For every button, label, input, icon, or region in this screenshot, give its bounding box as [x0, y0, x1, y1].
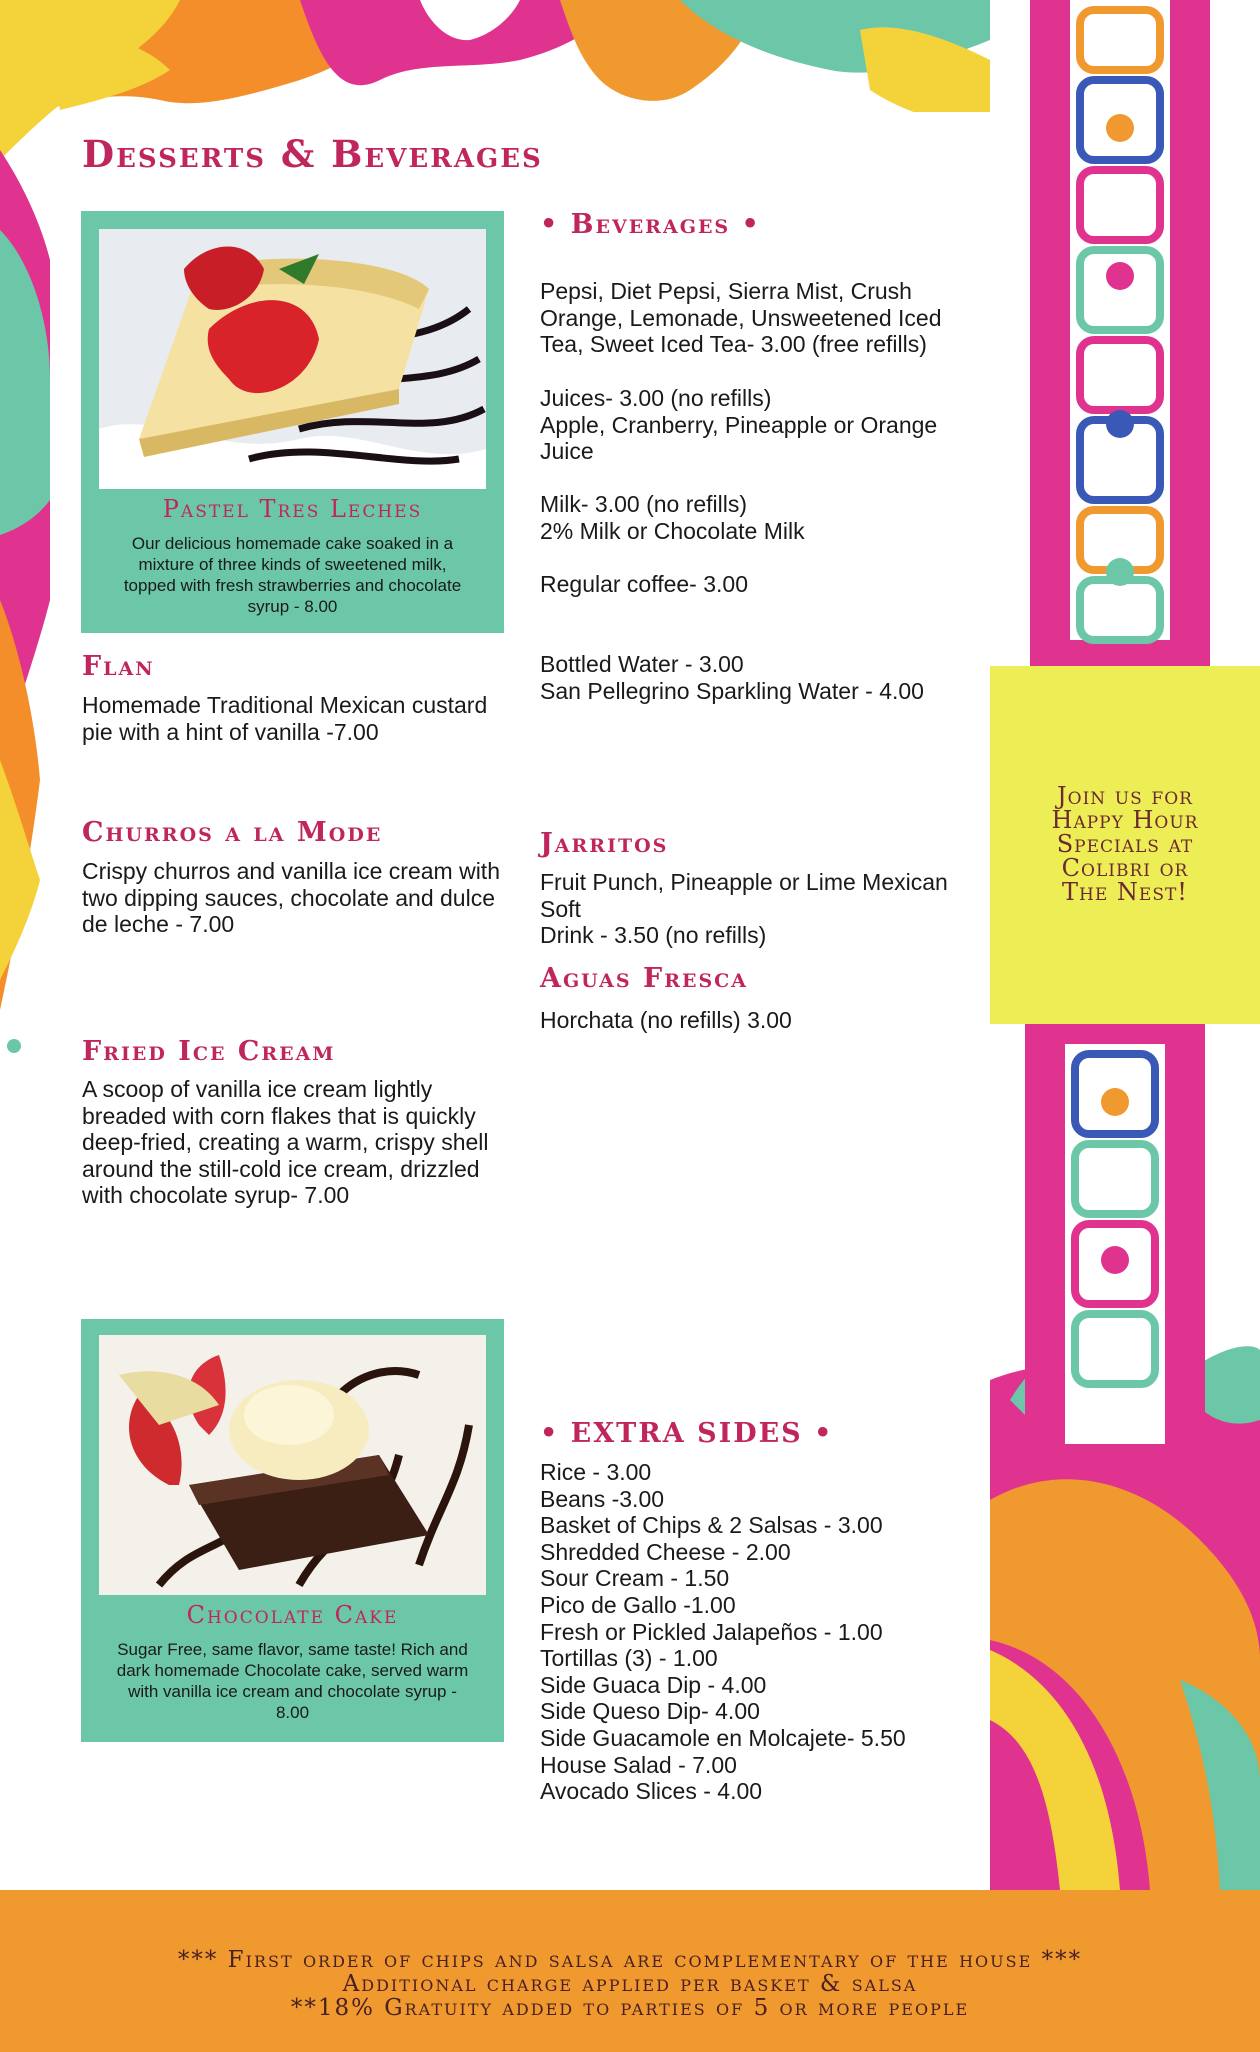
dessert-description: Sugar Free, same flavor, same taste! Rich and dark homemade Chocolate cake, served warm with vanilla ice cream and chocolate syrup - 8.00 — [116, 1640, 469, 1722]
dessert-card-chocolate-cake — [81, 1319, 504, 1742]
list-item: Side Guacamole en Molcajete- 5.50 — [540, 1724, 906, 1751]
happy-hour-text — [990, 784, 1260, 904]
list-item: Sour Cream - 1.50 — [540, 1565, 730, 1592]
happy-hour-line: Specials at — [1056, 830, 1194, 858]
list-item: Shredded Cheese - 2.00 — [540, 1538, 791, 1565]
aztec-pattern-bottom — [1025, 1024, 1205, 1444]
flan-description: Homemade Traditional Mexican custard pie with a hint of vanilla -7.00 — [82, 692, 488, 745]
aztec-pattern-top — [1030, 0, 1210, 666]
dessert-title: Chocolate Cake — [186, 1601, 399, 1629]
footer-line: **18% Gratuity added to parties of 5 or more people — [290, 1995, 970, 2021]
beverages-coffee: Regular coffee- 3.00 — [540, 571, 748, 597]
list-item: House Salad - 7.00 — [540, 1751, 737, 1778]
happy-hour-box — [990, 666, 1260, 1024]
list-item: Side Queso Dip- 4.00 — [540, 1698, 760, 1725]
aguas-fresca-title: Aguas Fresca — [540, 963, 749, 994]
happy-hour-line: The Nest! — [1062, 878, 1188, 906]
extra-sides-list — [540, 1459, 970, 1805]
happy-hour-line: Colibri or — [1061, 854, 1189, 882]
churros-title: Churros a la Mode — [82, 817, 383, 848]
beverages-juices: Juices- 3.00 (no refills) Apple, Cranberry, Pineapple or Orange Juice — [540, 385, 938, 464]
list-item: Avocado Slices - 4.00 — [540, 1778, 763, 1805]
list-item: Fresh or Pickled Jalapeños - 1.00 — [540, 1618, 883, 1645]
list-item: Tortillas (3) - 1.00 — [540, 1645, 718, 1672]
list-item: Side Guaca Dip - 4.00 — [540, 1671, 767, 1698]
aguas-fresca-description: Horchata (no refills) 3.00 — [540, 1007, 792, 1033]
list-item: Basket of Chips & 2 Salsas - 3.00 — [540, 1512, 883, 1539]
jarritos-title: Jarritos — [540, 828, 669, 859]
fried-ice-cream-description: A scoop of vanilla ice cream lightly breaded with corn flakes that is quickly deep-fried, creating a warm, crispy shell around the still-cold ice cream, drizzled with chocolate syrup- 7.00 — [82, 1076, 489, 1208]
churros-description: Crispy churros and vanilla ice cream with two dipping sauces, chocolate and dulce de leche - 7.00 — [82, 858, 500, 937]
fried-ice-cream-title: Fried Ice Cream — [82, 1036, 336, 1067]
jarritos-description: Fruit Punch, Pineapple or Lime Mexican Soft Drink - 3.50 (no refills) — [540, 869, 948, 948]
chocolate-cake-photo — [99, 1335, 486, 1595]
footer-line: Additional charge applied per basket & salsa — [342, 1971, 918, 1997]
beverages-milk: Milk- 3.00 (no refills) 2% Milk or Chocolate Milk — [540, 491, 805, 544]
page-title: Desserts & Beverages — [82, 132, 543, 176]
dessert-title: Pastel Tres Leches — [162, 495, 423, 523]
list-item: Beans -3.00 — [540, 1485, 665, 1512]
list-item: Rice - 3.00 — [540, 1459, 652, 1485]
flan-title: Flan — [82, 651, 155, 682]
beverages-water: Bottled Water - 3.00 San Pellegrino Sparkling Water - 4.00 — [540, 651, 924, 704]
beverages-title: • Beverages • — [540, 209, 761, 240]
happy-hour-line: Happy Hour — [1051, 806, 1199, 834]
footer-line: *** First order of chips and salsa are complementary of the house *** — [177, 1947, 1083, 1973]
dessert-card-tres-leches — [81, 211, 504, 633]
extra-sides-title: • EXTRA SIDES • — [540, 1418, 834, 1449]
happy-hour-line: Join us for — [1057, 782, 1193, 810]
list-item: Pico de Gallo -1.00 — [540, 1591, 736, 1618]
tres-leches-photo — [99, 229, 486, 489]
footer-banner — [0, 1890, 1260, 2052]
beverages-sodas: Pepsi, Diet Pepsi, Sierra Mist, Crush Orange, Lemonade, Unsweetened Iced Tea, Sweet Iced Tea- 3.00 (free refills) — [540, 278, 942, 357]
dessert-description: Our delicious homemade cake soaked in a mixture of three kinds of sweetened milk, topped with fresh strawberries and chocolate syrup - 8.00 — [123, 534, 462, 616]
